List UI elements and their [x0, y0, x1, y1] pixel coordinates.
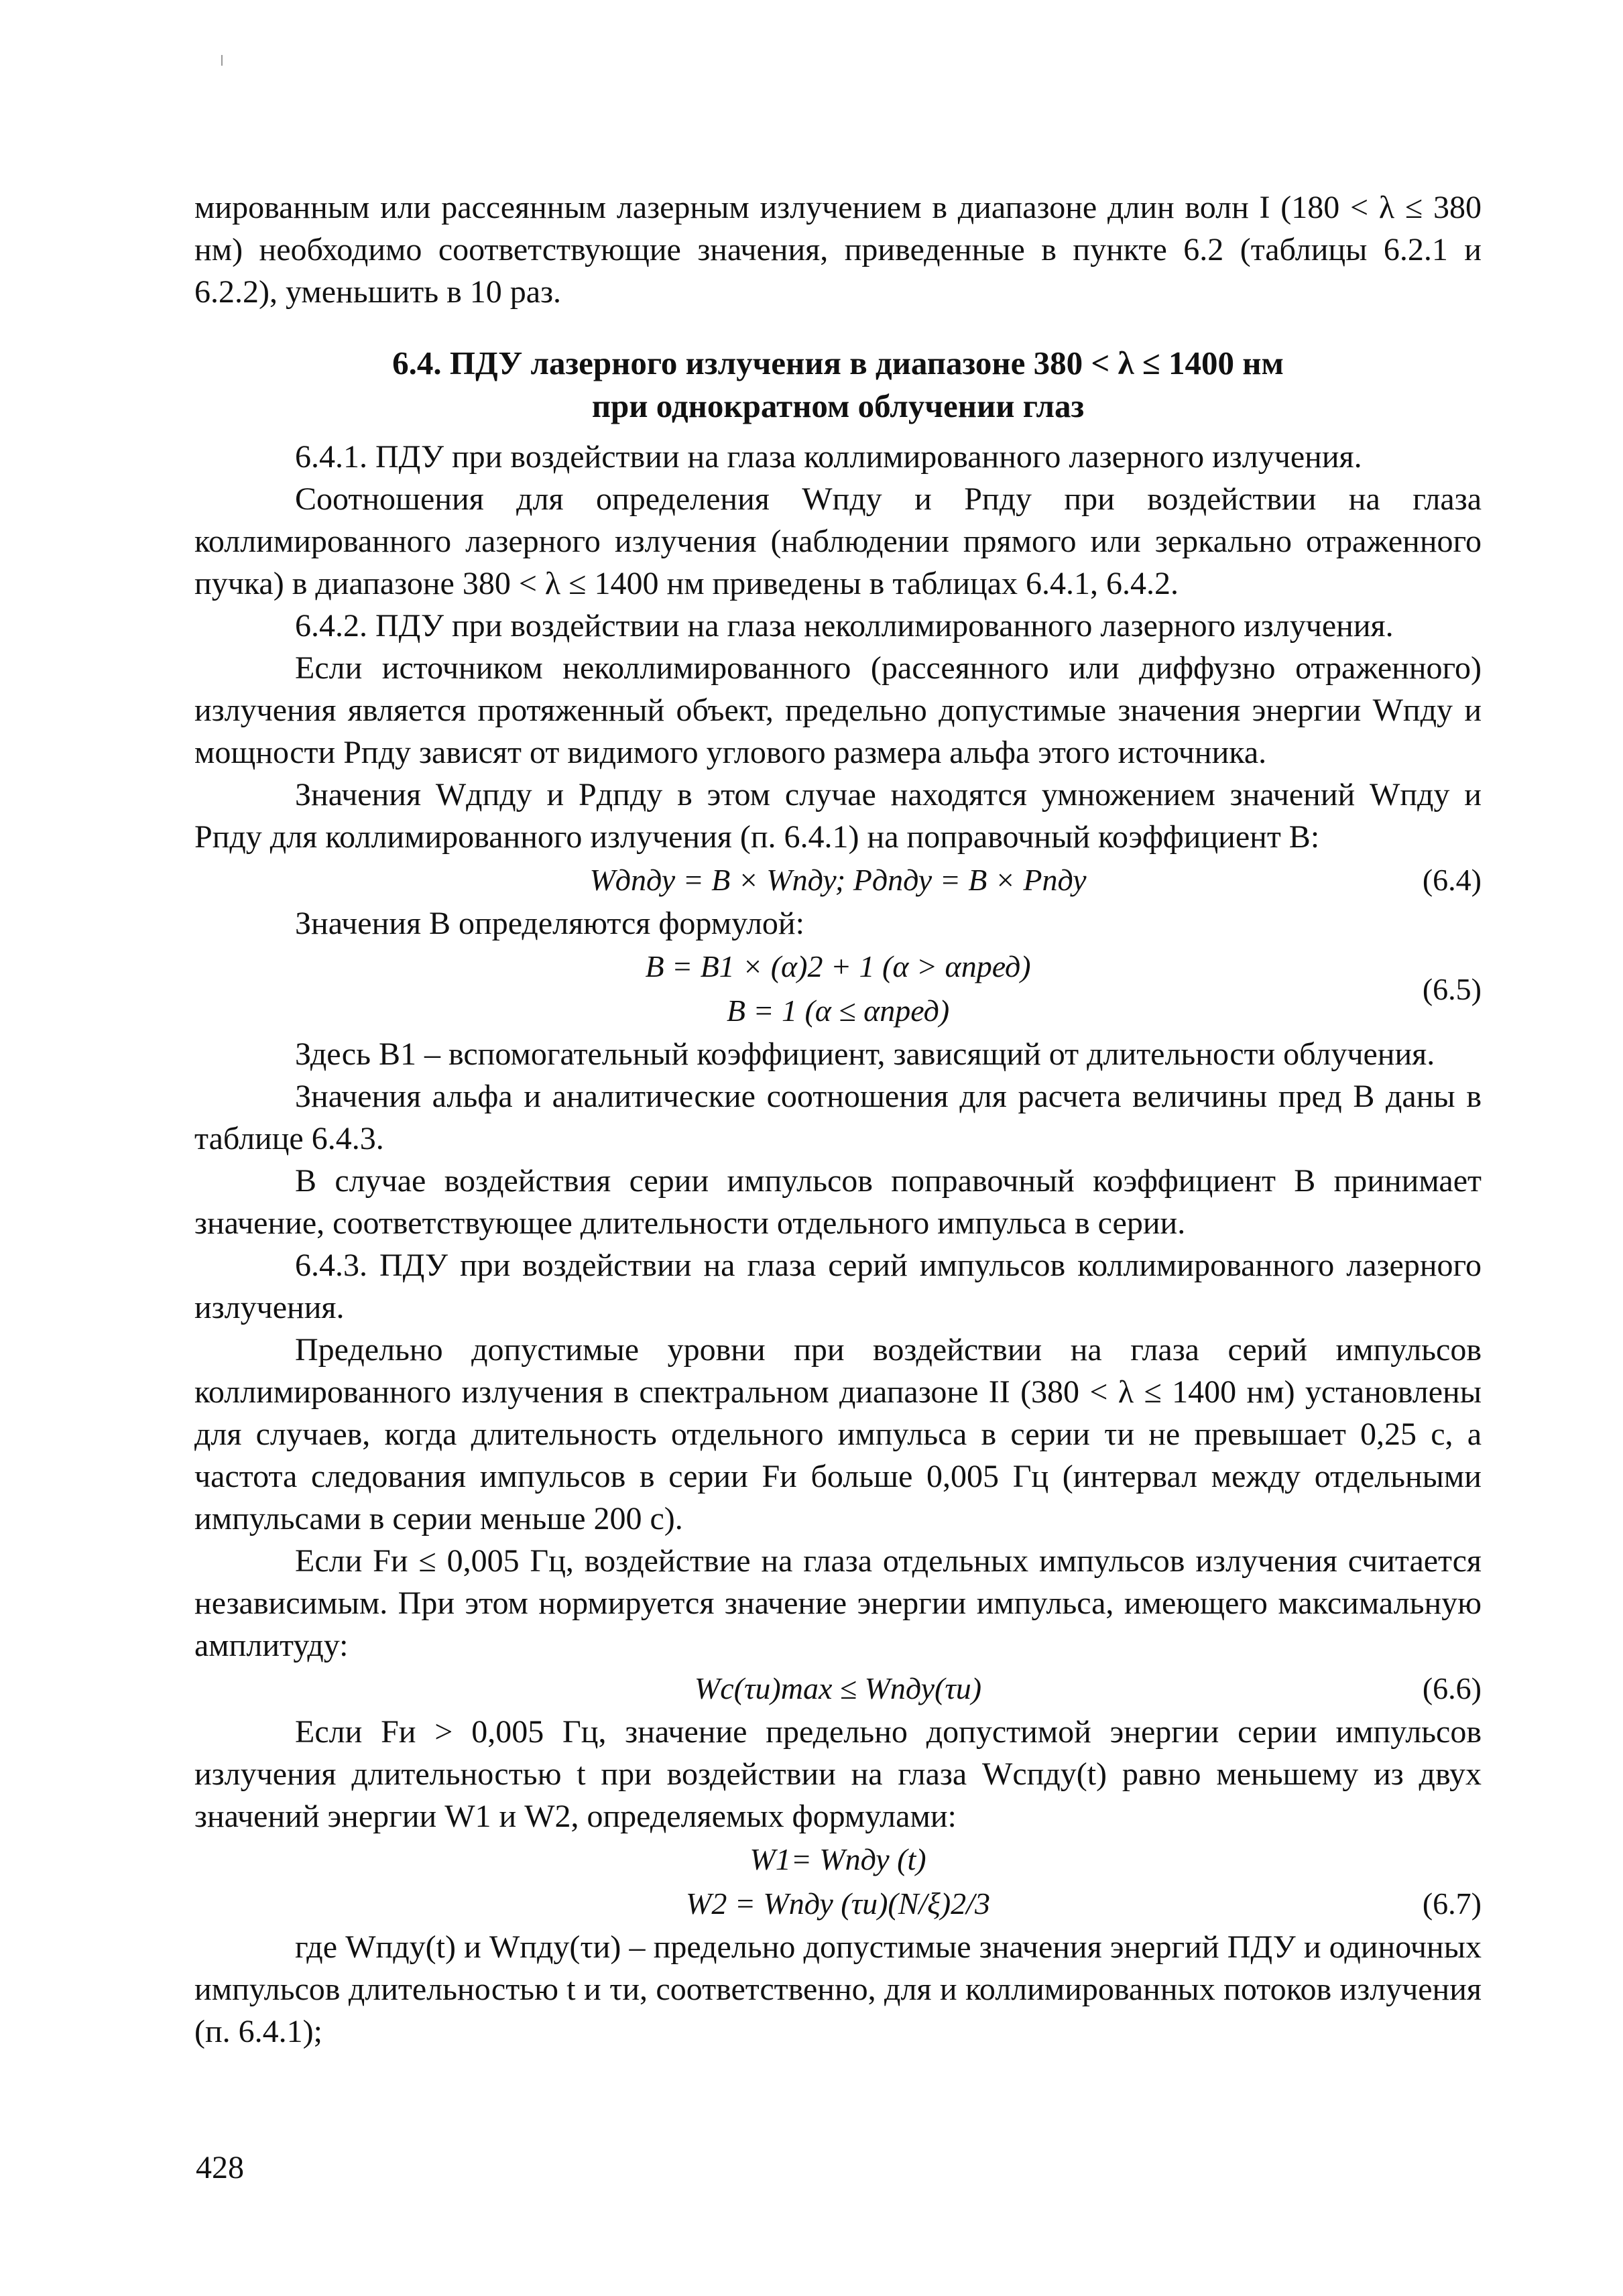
- formula-6-4: [194, 858, 1482, 902]
- paragraph-643-title: 6.4.3. ПДУ при воздействии на глаза серий импульсов коллимированного лазерного излучения.: [194, 1248, 1482, 1325]
- section-heading-line1: 6.4. ПДУ лазерного излучения в диапазоне 380 < λ ≤ 1400 нм: [392, 345, 1284, 381]
- formula-6-6: [194, 1667, 1482, 1711]
- formula-6-5: [194, 945, 1482, 1033]
- continuation-paragraph: [194, 186, 1482, 313]
- scan-artifact: [221, 55, 223, 66]
- formula-6-5-line1: B = B1 × (α)2 + 1 (α > αпред): [645, 949, 1031, 983]
- formula-6-4-text: Wдпду = B × Wпду; Pдпду = B × Pпду: [589, 863, 1087, 897]
- formula-6-7-line1: W1= Wпду (t): [749, 1842, 926, 1876]
- paragraph-alpha: Значения альфа и аналитические соотношения для расчета величины пред B даны в таблице 6.4.3.: [194, 1079, 1482, 1156]
- paragraph-641-body: Соотношения для определения Wпду и Pпду при воздействии на глаза коллимированного лазерного излучения (наблюдении прямого или зеркально отраженного пучка) в диапазоне 380 < λ ≤ 1400 нм приведены в таблицах 6.4.1, 6.4.2.: [194, 481, 1482, 601]
- section-heading: [194, 342, 1482, 428]
- page-number: 428: [196, 2150, 244, 2185]
- formula-6-7-line2: W2 = Wпду (τи)(N/ξ)2/3: [686, 1886, 990, 1921]
- formula-6-6-number: (6.6): [1422, 1671, 1482, 1705]
- formula-6-5-number: (6.5): [1422, 972, 1482, 1006]
- paragraph-series: В случае воздействия серии импульсов поправочный коэффициент В принимает значение, соответствующее длительности отдельного импульса в серии.: [194, 1163, 1482, 1241]
- paragraph-643-body: Предельно допустимые уровни при воздействии на глаза серий импульсов коллимированного излучения в спектральном диапазоне II (380 < λ ≤ 1400 нм) установлены для случаев, когда длительность отдельного импульса в серии τи не превышает 0,25 с, а частота следования импульсов в серии Fи больше 0,005 Гц (интервал между отдельными импульсами в серии меньше 200 с).: [194, 1332, 1482, 1536]
- paragraph-fu-high: Если Fи > 0,005 Гц, значение предельно допустимой энергии серии импульсов излучения длительностью t при воздействии на глаза Wcпду(t) равно меньшему из двух значений энергии W1 и W2, определяемых формулами:: [194, 1714, 1482, 1834]
- formula-6-5-line2: B = 1 (α ≤ αпред): [726, 993, 950, 1028]
- formula-6-7: [194, 1837, 1482, 1926]
- paragraph-b1: Здесь B1 – вспомогательный коэффициент, зависящий от длительности облучения.: [295, 1036, 1435, 1072]
- paragraph-values-intro: Значения Wдпду и Pдпду в этом случае находятся умножением значений Wпду и Pпду для коллимированного излучения (п. 6.4.1) на поправочный коэффициент B:: [194, 777, 1482, 855]
- paragraph-b-intro: Значения B определяются формулой:: [295, 906, 804, 941]
- continuation-text: мированным или рассеянным лазерным излучением в диапазоне длин волн I (180 < λ ≤ 380 нм) необходимо соответствующие значения, приведенные в пункте 6.2 (таблицы 6.2.1 и 6.2.2), уменьшить в 10 раз.: [194, 190, 1482, 310]
- body-text: [194, 436, 1482, 2053]
- formula-6-4-number: (6.4): [1422, 863, 1482, 897]
- paragraph-where: где Wпду(t) и Wпду(τи) – предельно допустимые значения энергий ПДУ и одиночных импульсов длительностью t и τи, соответственно, для и коллимированных потоков излучения (п. 6.4.1);: [194, 1929, 1482, 2049]
- section-heading-line2: при однократном облучении глаз: [591, 387, 1085, 424]
- formula-6-7-number: (6.7): [1422, 1886, 1482, 1921]
- paragraph-fu-low: Если Fи ≤ 0,005 Гц, воздействие на глаза отдельных импульсов излучения считается независимым. При этом нормируется значение энергии импульса, имеющего максимальную амплитуду:: [194, 1543, 1482, 1663]
- formula-6-6-text: Wc(τи)max ≤ Wпду(τи): [694, 1671, 982, 1705]
- paragraph-641-title: 6.4.1. ПДУ при воздействии на глаза коллимированного лазерного излучения.: [295, 439, 1362, 475]
- paragraph-642-title: 6.4.2. ПДУ при воздействии на глаза неколлимированного лазерного излучения.: [295, 608, 1394, 644]
- paragraph-642-body: Если источником неколлимированного (рассеянного или диффузно отраженного) излучения является протяженный объект, предельно допустимые значения энергии Wпду и мощности Pпду зависят от видимого углового размера альфа этого источника.: [194, 650, 1482, 770]
